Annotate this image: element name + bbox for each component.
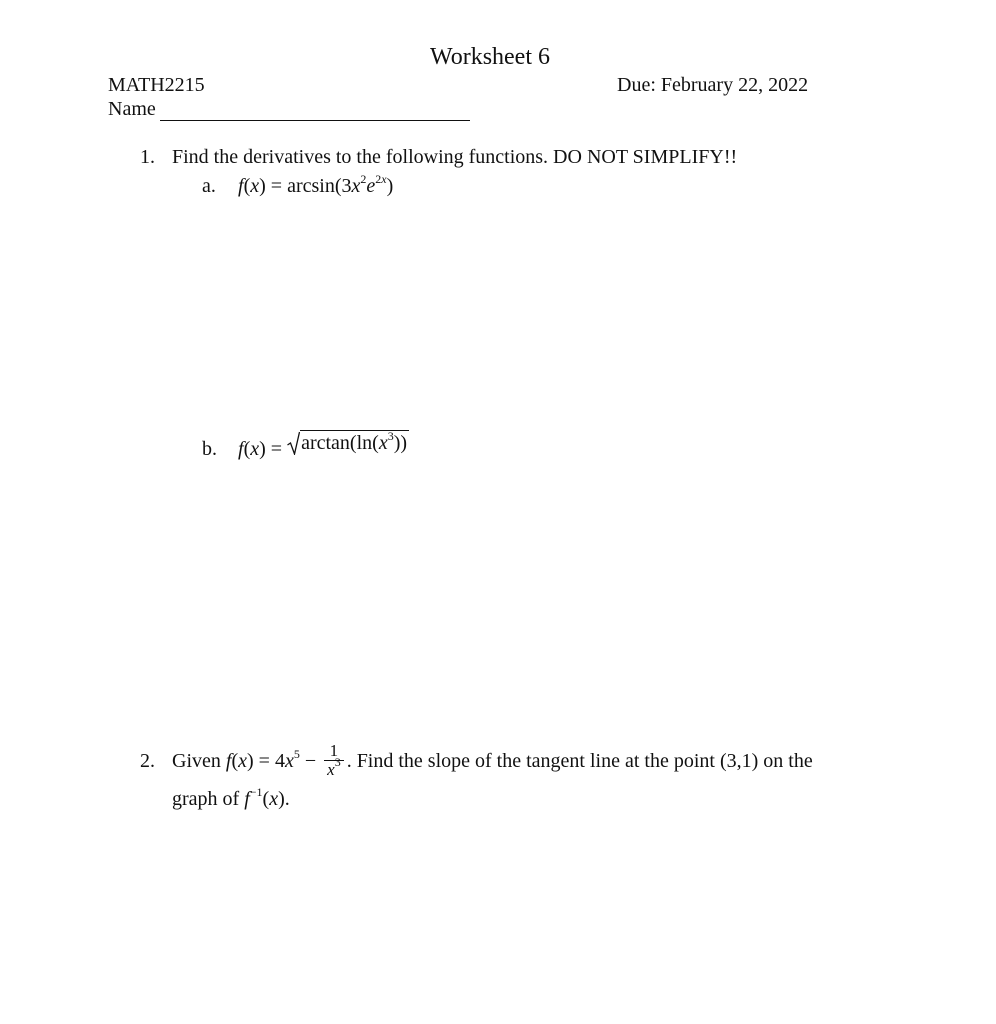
course-code: MATH2215 — [108, 74, 205, 96]
question-2-number: 2. — [140, 750, 155, 773]
part-a-label: a. — [202, 175, 216, 197]
fraction: $\frac{1}{x^3}$ — [324, 742, 344, 779]
inverse-function: $f^{-1}(x)$. — [244, 785, 290, 810]
part-b-equation: f(x) = $\arctan(\ln(x^3))$ — [238, 429, 408, 460]
part-a-equation: $f(x) = \arcsin(3x^2e^{2x})$ — [238, 172, 394, 197]
name-row — [108, 98, 470, 121]
radical-sign-icon — [287, 431, 300, 455]
due-date: Due: February 22, 2022 — [617, 74, 809, 96]
question-2-graph-of: graph of — [172, 788, 240, 810]
square-root: $\arctan(\ln(x^3))$ — [287, 430, 409, 455]
name-label: Name — [108, 98, 156, 120]
question-1-number: 1. — [140, 146, 155, 168]
name-blank-line — [160, 100, 470, 121]
question-2-line-2 — [172, 785, 290, 811]
part-b-label: b. — [202, 438, 217, 460]
question-1b — [202, 430, 409, 461]
question-1 — [140, 146, 737, 169]
question-1-prompt: Find the derivatives to the following functions. DO NOT SIMPLIFY!! — [172, 146, 738, 168]
page-title: Worksheet 6 — [429, 44, 551, 70]
question-2-text: . Find the slope of the tangent line at the point (3,1) on the — [346, 750, 813, 773]
question-2-given: Given — [172, 750, 221, 773]
question-1a — [202, 172, 394, 198]
question-2 — [140, 741, 813, 781]
question-2-function: $f(x) = 4x^5$ − $\frac{1}{x^3}$ — [226, 750, 347, 772]
